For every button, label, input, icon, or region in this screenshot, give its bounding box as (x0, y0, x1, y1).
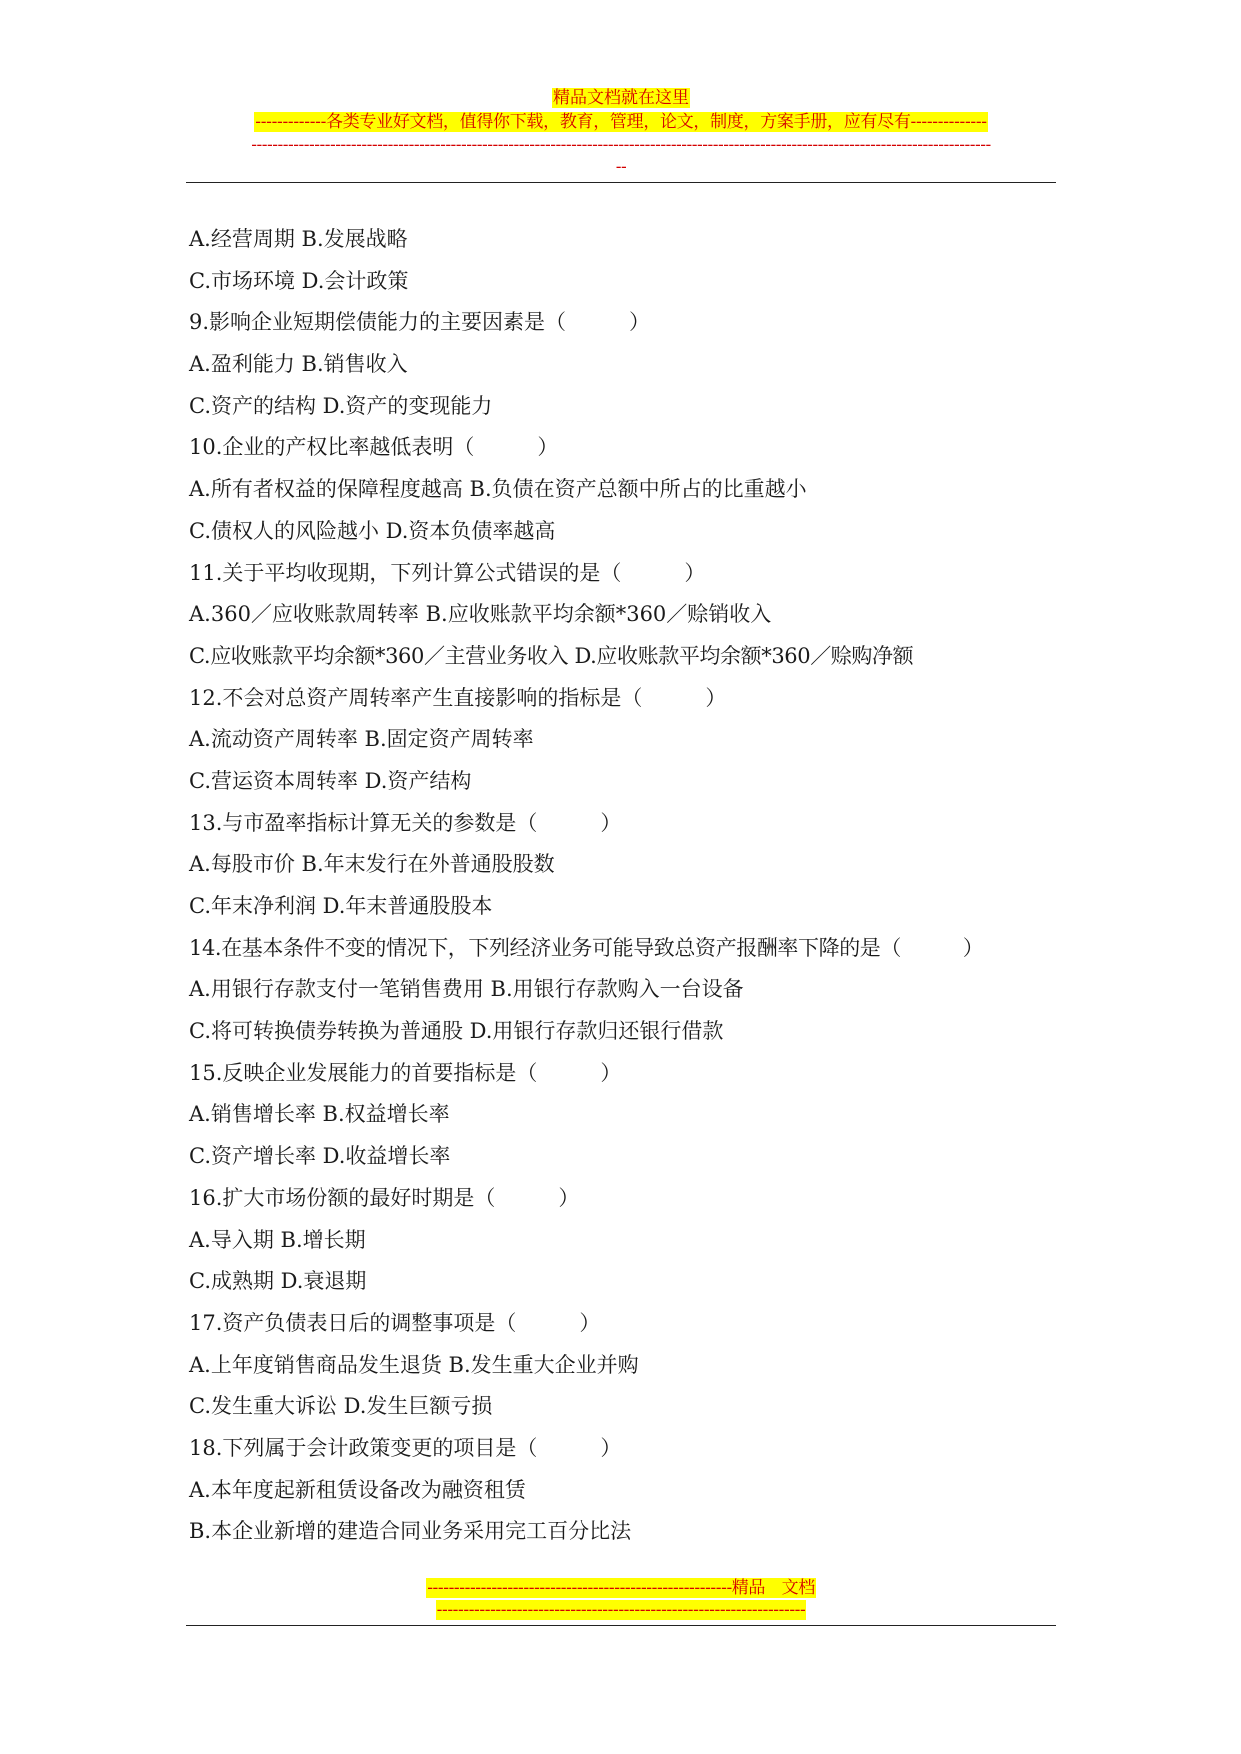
question-line: 14.在基本条件不变的情况下，下列经济业务可能导致总资产报酬率下降的是（ ） (189, 935, 984, 960)
text-line: C.资产的结构 D.资产的变现能力 (189, 393, 493, 418)
document-body (189, 224, 1049, 1558)
footer-rule (186, 1625, 1056, 1626)
text-line: A.所有者权益的保障程度越高 B.负债在资产总额中所占的比重越小 (189, 477, 807, 502)
text-line: A.销售增长率 B.权益增长率 (189, 1102, 450, 1127)
question-line: 11.关于平均收现期，下列计算公式错误的是（ ） (189, 560, 706, 585)
text-line: A.用银行存款支付一笔销售费用 B.用银行存款购入一台设备 (189, 977, 744, 1002)
text-line: C.发生重大诉讼 D.发生巨额亏损 (189, 1394, 493, 1419)
question-line: 15.反映企业发展能力的首要指标是（ ） (189, 1060, 622, 1085)
text-line: C.年末净利润 D.年末普通股股本 (189, 894, 493, 918)
text-line: C.债权人的风险越小 D.资本负债率越高 (189, 518, 556, 543)
text-line: A.360／应收账款周转率 B.应收账款平均余额*360／赊销收入 (189, 602, 772, 627)
question-line: 17.资产负债表日后的调整事项是（ ） (189, 1310, 601, 1335)
text-line: A.上年度销售商品发生退货 B.发生重大企业并购 (189, 1352, 639, 1377)
text-line: A.每股市价 B.年末发行在外普通股股数 (189, 852, 555, 877)
question-line: 18.下列属于会计政策变更的项目是（ ） (189, 1435, 622, 1460)
text-line: A.本年度起新租赁设备改为融资租赁 (189, 1477, 526, 1502)
footer-label: ---------------------------------------------------------精品 文档 (427, 1578, 815, 1598)
header-rule (186, 182, 1056, 183)
header-dash-tail: -- (615, 157, 627, 177)
text-line: B.本企业新增的建造合同业务采用完工百分比法 (189, 1519, 632, 1544)
header-banner: -------------各类专业好文档，值得你下载，教育，管理，论文，制度，方案手册，应有尽有-------------- (255, 112, 987, 132)
text-line: C.营运资本周转率 D.资产结构 (189, 768, 472, 793)
header-dash-line: --------------------------------------------------------------------------------------------------------------------------------------------- (251, 135, 991, 155)
question-line: 10.企业的产权比率越低表明（ ） (189, 435, 559, 460)
question-line: 16.扩大市场份额的最好时期是（ ） (189, 1185, 580, 1210)
question-line: 12.不会对总资产周转率产生直接影响的指标是（ ） (189, 685, 727, 710)
text-line: A.流动资产周转率 B.固定资产周转率 (189, 727, 534, 752)
footer-dashes: --------------------------------------------------------------------- (436, 1600, 806, 1620)
footer-line-1 (186, 1577, 1056, 1599)
text-line: A.盈利能力 B.销售收入 (189, 352, 408, 377)
page-header (186, 86, 1056, 178)
text-line: C.将可转换债券转换为普通股 D.用银行存款归还银行借款 (189, 1019, 724, 1044)
header-title: 精品文档就在这里 (553, 88, 689, 108)
header-banner-line (186, 110, 1056, 134)
page-footer (186, 1577, 1056, 1621)
text-line: A.导入期 B.增长期 (189, 1227, 366, 1252)
question-line: 9.影响企业短期偿债能力的主要因素是（ ） (189, 310, 651, 335)
question-line: 13.与市盈率指标计算无关的参数是（ ） (189, 810, 622, 835)
text-line: C.应收账款平均余额*360／主营业务收入 D.应收账款平均余额*360／赊购净额 (189, 643, 914, 668)
text-line: C.成熟期 D.衰退期 (189, 1269, 367, 1294)
header-title-line (186, 86, 1056, 110)
text-line: C.市场环境 D.会计政策 (189, 268, 409, 293)
footer-line-2 (186, 1599, 1056, 1621)
text-line: A.经营周期 B.发展战略 (189, 227, 408, 251)
text-line: C.资产增长率 D.收益增长率 (189, 1144, 451, 1169)
